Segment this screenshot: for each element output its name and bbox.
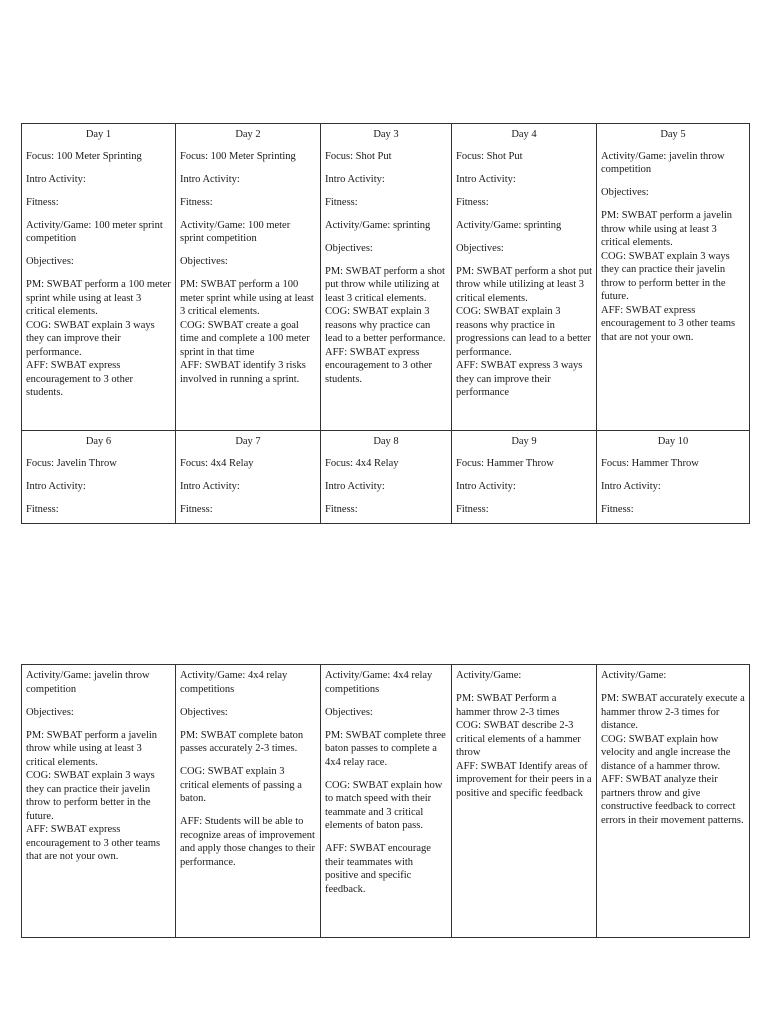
- fitness-label: Fitness:: [26, 503, 59, 515]
- aff-objective: AFF: SWBAT express encouragement to 3 other teams that are not your own.: [601, 304, 736, 343]
- day-heading: Day 8: [373, 436, 399, 447]
- activity-game-text: Activity/Game: sprinting: [456, 219, 562, 231]
- pm-objective: PM: SWBAT perform a shot put throw while utilizing at least 3 critical elements.: [456, 265, 593, 304]
- day-6-cell: [22, 431, 176, 524]
- day-heading: Day 4: [511, 129, 537, 140]
- cog-objective: COG: SWBAT explain 3 ways they can practice their javelin throw to perform better in the future.: [601, 250, 730, 302]
- intro-activity-label: Intro Activity:: [180, 173, 240, 185]
- cog-objective: COG: SWBAT describe 2-3 critical elements of a hammer throw: [456, 720, 581, 758]
- objectives-label: Objectives:: [180, 256, 228, 267]
- pm-objective: PM: SWBAT Perform a hammer throw 2-3 times: [456, 693, 560, 718]
- pm-objective: PM: SWBAT complete three baton passes to complete a 4x4 relay race.: [325, 729, 446, 768]
- day-7-activity-cell: [176, 665, 321, 938]
- intro-activity-label: Intro Activity:: [26, 173, 86, 185]
- aff-objective: AFF: SWBAT express encouragement to 3 other students.: [325, 346, 432, 385]
- pm-objective: PM: SWBAT perform a 100 meter sprint while using at least 3 critical elements.: [180, 279, 314, 317]
- day-8-activity-cell: [321, 665, 452, 938]
- fitness-label: Fitness:: [325, 196, 358, 208]
- objectives-label: Objectives:: [325, 706, 373, 718]
- day-9-cell: [452, 431, 597, 524]
- pm-objective: PM: SWBAT perform a javelin throw while using at least 3 critical elements.: [601, 210, 733, 248]
- intro-activity-label: Intro Activity:: [26, 480, 86, 492]
- activity-game-text: Activity/Game: javelin throw competition: [26, 670, 150, 695]
- focus-text: Focus: 100 Meter Sprinting: [180, 150, 296, 162]
- cog-objective: COG: SWBAT explain 3 ways they can improve their performance.: [26, 319, 155, 358]
- intro-activity-label: Intro Activity:: [180, 480, 240, 492]
- day-heading: Day 10: [657, 436, 689, 447]
- table-row-days-1-5: [22, 124, 750, 431]
- cog-objective: COG: SWBAT explain how velocity and angle increase the distance of a hammer throw.: [601, 733, 731, 772]
- day-heading: Day 9: [511, 436, 537, 447]
- pm-objective: PM: SWBAT perform a 100 meter sprint while using at least 3 critical elements.: [26, 279, 171, 317]
- intro-activity-label: Intro Activity:: [601, 480, 661, 492]
- day-5-cell: [597, 124, 750, 431]
- focus-text: Focus: Hammer Throw: [456, 457, 554, 469]
- day-heading: Day 2: [235, 129, 261, 140]
- day-3-cell: [321, 124, 452, 431]
- lesson-plan-table-days-1-10: [21, 123, 750, 524]
- fitness-label: Fitness:: [26, 196, 59, 208]
- focus-text: Focus: 4x4 Relay: [325, 457, 399, 469]
- day-heading: Day 1: [85, 129, 112, 140]
- objectives-label: Objectives:: [601, 187, 649, 198]
- day-10-cell: [597, 431, 750, 524]
- fitness-label: Fitness:: [325, 503, 358, 515]
- fitness-label: Fitness:: [180, 196, 213, 208]
- day-heading: Day 7: [235, 436, 261, 447]
- objectives-label: Objectives:: [180, 706, 228, 718]
- pm-objective: PM: SWBAT accurately execute a hammer throw 2-3 times for distance.: [601, 693, 745, 731]
- pm-objective: PM: SWBAT perform a javelin throw while using at least 3 critical elements.: [26, 729, 158, 768]
- day-10-activity-cell: [597, 665, 750, 938]
- cog-objective: COG: SWBAT explain 3 reasons why practice in progressions can lead to a better performance.: [456, 306, 591, 358]
- day-1-cell: [22, 124, 176, 431]
- aff-objective: AFF: SWBAT Identify areas of improvement for their peers in a positive and specific feedback: [456, 760, 592, 799]
- objectives-label: Objectives:: [26, 706, 74, 718]
- aff-objective: AFF: SWBAT express 3 ways they can improve their performance: [456, 360, 583, 398]
- intro-activity-label: Intro Activity:: [325, 480, 385, 492]
- aff-objective: AFF: SWBAT identify 3 risks involved in running a sprint.: [180, 360, 306, 385]
- table-row-days-6-10: [22, 431, 750, 524]
- activity-game-text: Activity/Game: sprinting: [325, 219, 431, 231]
- intro-activity-label: Intro Activity:: [325, 173, 385, 185]
- fitness-label: Fitness:: [180, 503, 213, 515]
- day-4-cell: [452, 124, 597, 431]
- day-heading: Day 6: [85, 436, 112, 447]
- activity-game-text: Activity/Game:: [601, 670, 667, 681]
- activity-game-text: Activity/Game: javelin throw competition: [601, 150, 725, 175]
- aff-objective: AFF: SWBAT express encouragement to 3 other teams that are not your own.: [26, 824, 161, 862]
- day-heading: Day 5: [660, 129, 686, 140]
- objectives-label: Objectives:: [26, 256, 74, 267]
- intro-activity-label: Intro Activity:: [456, 173, 516, 185]
- day-9-activity-cell: [452, 665, 597, 938]
- objectives-label: Objectives:: [456, 242, 504, 254]
- day-2-cell: [176, 124, 321, 431]
- table-row-days-6-10-activities: [22, 665, 750, 938]
- aff-objective: AFF: SWBAT express encouragement to 3 other students.: [26, 360, 133, 398]
- objectives-label: Objectives:: [325, 242, 373, 254]
- activity-game-text: Activity/Game: 4x4 relay competitions: [180, 670, 288, 695]
- day-7-cell: [176, 431, 321, 524]
- cog-objective: COG: SWBAT create a goal time and complete a 100 meter sprint in that time: [180, 319, 310, 358]
- day-heading: Day 3: [373, 129, 399, 140]
- activity-game-text: Activity/Game: 100 meter sprint competition: [26, 219, 163, 244]
- focus-text: Focus: 100 Meter Sprinting: [26, 150, 142, 162]
- aff-objective: AFF: SWBAT encourage their teammates with positive and specific feedback.: [325, 843, 431, 895]
- fitness-label: Fitness:: [601, 503, 634, 515]
- lesson-plan-table-continued: [21, 664, 750, 938]
- focus-text: Focus: Shot Put: [325, 150, 392, 162]
- fitness-label: Fitness:: [456, 196, 489, 208]
- activity-game-text: Activity/Game: 4x4 relay competitions: [325, 670, 433, 695]
- pm-objective: PM: SWBAT complete baton passes accurately 2-3 times.: [180, 729, 304, 754]
- focus-text: Focus: 4x4 Relay: [180, 457, 254, 469]
- focus-text: Focus: Hammer Throw: [601, 457, 699, 469]
- cog-objective: COG: SWBAT explain 3 ways they can practice their javelin throw to perform better in the future.: [26, 770, 155, 822]
- day-6-activity-cell: [22, 665, 176, 938]
- activity-game-text: Activity/Game:: [456, 670, 522, 681]
- focus-text: Focus: Shot Put: [456, 150, 523, 162]
- focus-text: Focus: Javelin Throw: [26, 457, 117, 469]
- cog-objective: COG: SWBAT explain 3 critical elements of passing a baton.: [180, 766, 302, 804]
- aff-objective: AFF: Students will be able to recognize areas of improvement and apply those changes to their performance.: [180, 816, 316, 868]
- cog-objective: COG: SWBAT explain how to match speed with their teammate and 3 critical elements of baton pass.: [325, 779, 443, 831]
- pm-objective: PM: SWBAT perform a shot put throw while utilizing at least 3 critical elements.: [325, 265, 445, 304]
- activity-game-text: Activity/Game: 100 meter sprint competition: [180, 219, 291, 244]
- day-8-cell: [321, 431, 452, 524]
- cog-objective: COG: SWBAT explain 3 reasons why practice can lead to a better performance.: [325, 306, 446, 344]
- intro-activity-label: Intro Activity:: [456, 480, 516, 492]
- aff-objective: AFF: SWBAT analyze their partners throw and give constructive feedback to correct errors in their movement patterns.: [601, 774, 744, 826]
- fitness-label: Fitness:: [456, 503, 489, 515]
